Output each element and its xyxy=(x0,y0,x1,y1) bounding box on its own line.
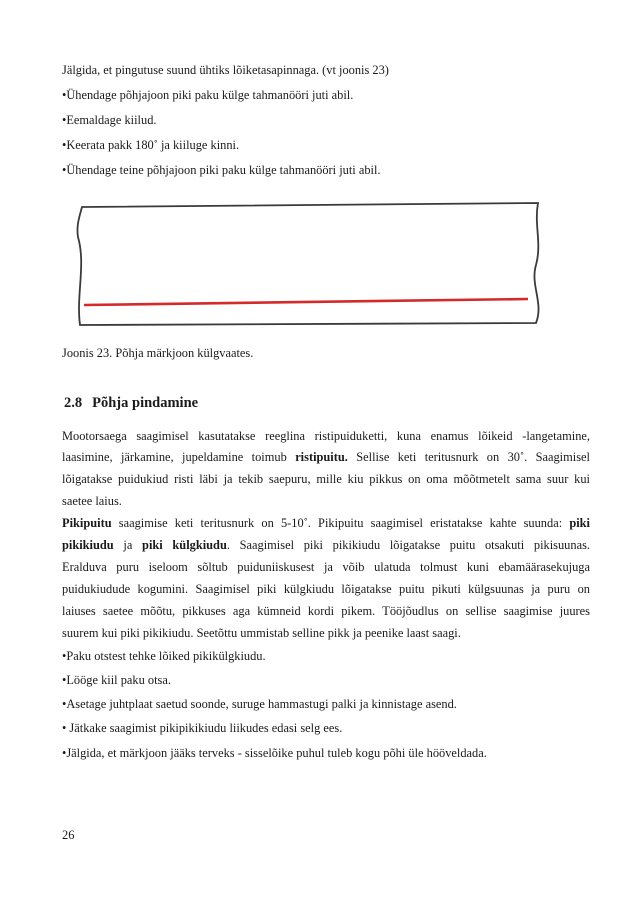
figure-caption: Joonis 23. Põhja märkjoon külgvaates. xyxy=(62,346,254,360)
term-ristipuitu: ristipuitu. xyxy=(295,450,348,464)
body-line xyxy=(62,515,590,531)
bullet-rotate-block: •Keerata pakk 180˚ ja kiiluge kinni. xyxy=(62,138,240,152)
bullet-keep-line: •Jälgida, et märkjoon jääks terveks - sisselõike puhul tuleb kogu põhi üle hööveldada. xyxy=(62,746,487,760)
section-heading xyxy=(64,395,198,412)
log-side-view-figure xyxy=(58,185,580,335)
body-text: laasimine, järkamine, jupeldamine toimub xyxy=(62,450,287,464)
paragraph-pull-direction: Jälgida, et pingutuse suund ühtiks lõiketasapinnaga. (vt joonis 23) xyxy=(62,63,389,77)
bullet-connect-second-line: •Ühendage teine põhjajoon piki paku külge tahmanööri juti abil. xyxy=(62,163,381,177)
bottom-marking-line xyxy=(84,299,528,305)
term-pikikiudu: pikikiudu xyxy=(62,538,114,552)
page-number: 26 xyxy=(62,828,75,842)
bullet-connect-bottom-line: •Ühendage põhjajoon piki paku külge tahmanööri juti abil. xyxy=(62,88,354,102)
body-line: saetee laius. xyxy=(62,494,122,508)
bullet-place-guide: •Asetage juhtplaat saetud soonde, suruge hammastugi palki ja kinnistage asend. xyxy=(62,697,457,711)
bullet-drive-wedge: •Lööge kiil paku otsa. xyxy=(62,673,171,687)
body-text: saagimise keti teritusnurk on 5-10˚. Pikipuitu saagimisel eristatakse kahte suunda: xyxy=(118,516,563,530)
bullet-continue-sawing: • Jätkake saagimist pikipikikiudu liikudes edasi selg ees. xyxy=(62,721,343,735)
term-piki-kulgkiudu: piki külgkiudu xyxy=(142,538,227,552)
term-pikipuitu: Pikipuitu xyxy=(62,516,112,530)
body-line: Eralduva puru iseloom sõltub puiduniiskusest ja võib ulatuda tolmust kuni ebamäärasekujuga xyxy=(62,560,590,574)
body-line: Mootorsaega saagimisel kasutatakse reeglina ristipuiduketti, kuna enamus lõikeid -langetamine, xyxy=(62,429,590,443)
log-outline xyxy=(77,203,538,325)
body-line xyxy=(62,537,590,553)
body-line: suurem kui piki pikikiudu. Seetõttu ummistab selline pikk ja peenike laast saagi. xyxy=(62,626,461,640)
section-number: 2.8 xyxy=(64,395,83,411)
body-text: . Saagimisel piki pikikiudu lõigatakse puitu otsakuti pikisuunas. xyxy=(226,538,590,552)
section-title: Põhja pindamine xyxy=(92,395,199,411)
body-line xyxy=(62,449,590,465)
body-line: laiuses saetee mõõtu, pikkuses aga kümneid kordi pikem. Tööjõudlus on sellise saagimise juures xyxy=(62,604,590,618)
term-piki: piki xyxy=(569,516,590,530)
body-line: lõigatakse puidukiud risti läbi ja tekib saepuru, mille kiu pikkus on oma mõõtmetelt sama suur kui xyxy=(62,472,590,486)
body-text: ja xyxy=(123,538,133,552)
body-text: Sellise keti teritusnurk on 30˚. Saagimisel xyxy=(356,450,590,464)
body-line: puidukiudude kogumini. Saagimisel piki külgkiudu lõigatakse puitu pikuti külgsuunas ja puru on xyxy=(62,582,590,596)
bullet-cut-ends: •Paku otstest tehke lõiked pikikülgkiudu. xyxy=(62,649,266,663)
bullet-remove-wedges: •Eemaldage kiilud. xyxy=(62,113,157,127)
